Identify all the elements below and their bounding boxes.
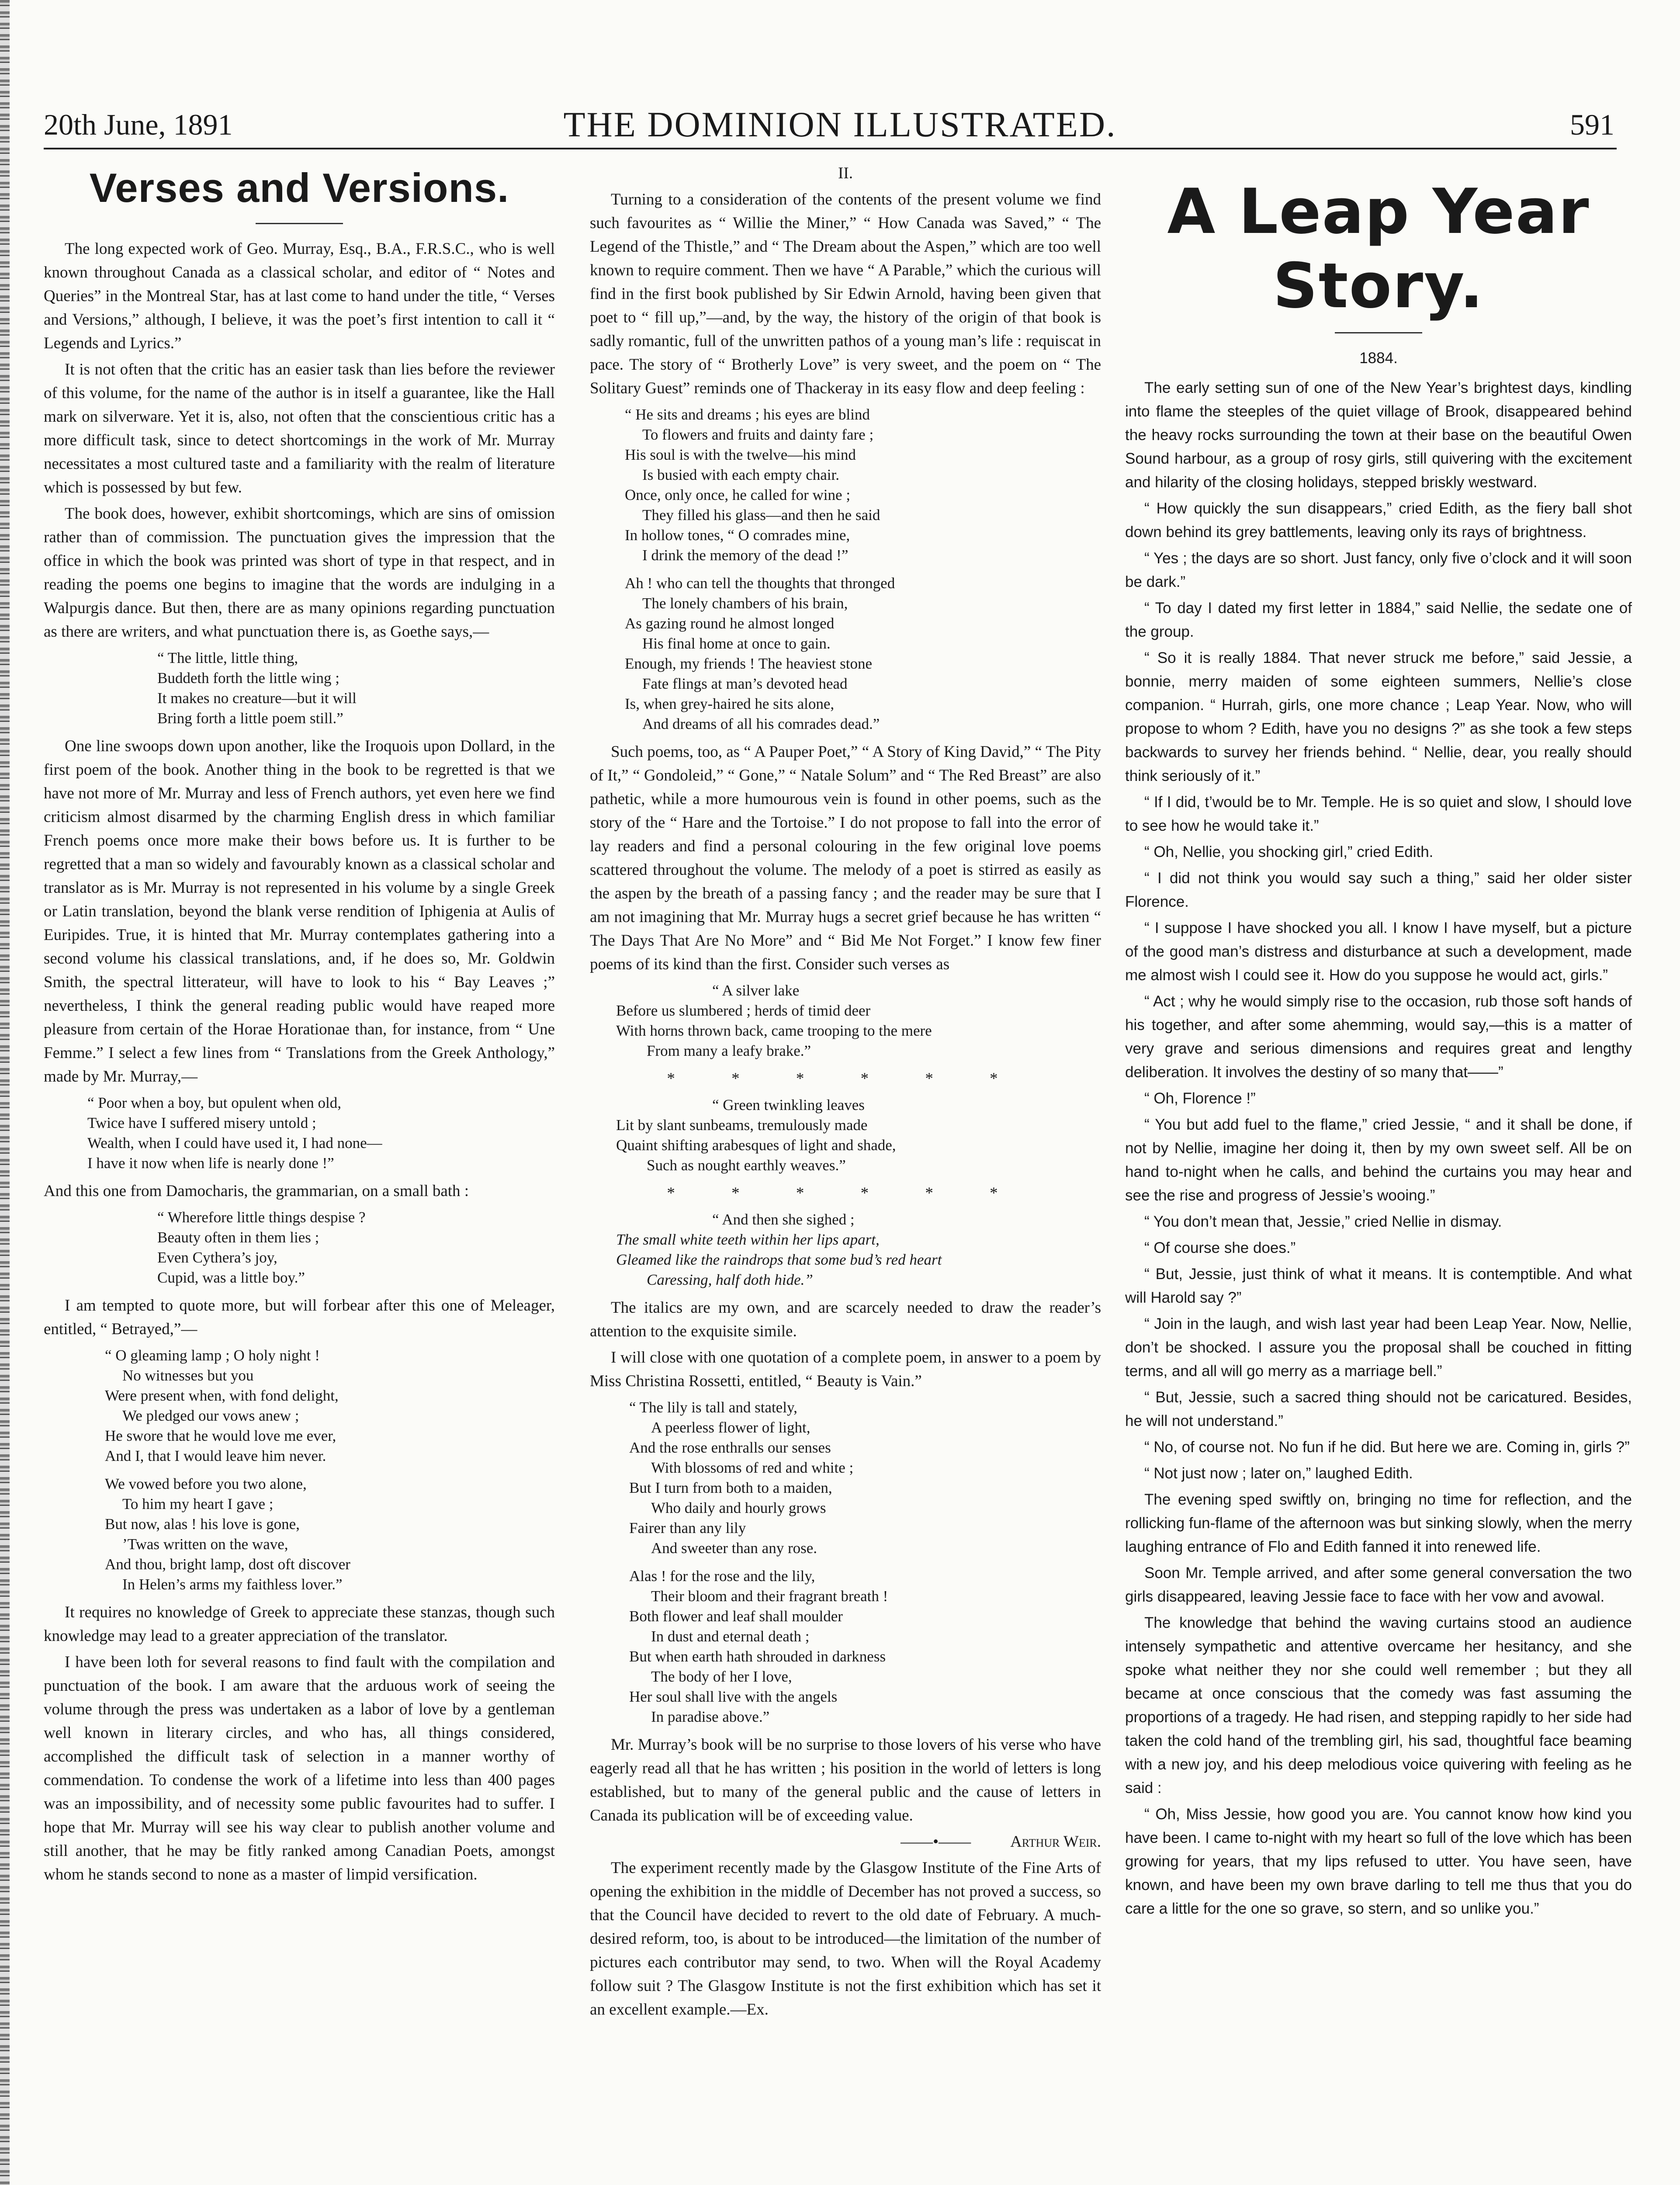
poem-line: Even Cythera’s joy, (157, 1249, 277, 1266)
poem-line: And sweeter than any rose. (651, 1540, 817, 1557)
poem-line: The body of her I love, (651, 1668, 792, 1685)
poem-line: I have it now when life is nearly done !” (87, 1155, 334, 1172)
story-paragraph: “ But, Jessie, just think of what it means. It is contemptible. And what will Harold say ?” (1125, 1266, 1632, 1306)
poem-line: “ Wherefore little things despise ? (157, 1209, 366, 1226)
title-rule (1335, 332, 1422, 333)
story-paragraph: “ Not just now ; later on,” laughed Edith. (1144, 1465, 1413, 1482)
poem-line: As gazing round he almost longed (625, 615, 835, 632)
section-stars: * * * * * * (667, 1070, 1024, 1088)
poem-line: We pledged our vows anew ; (122, 1407, 299, 1424)
poem-line: Wealth, when I could have used it, I had none— (87, 1134, 382, 1151)
column-verses-continued (590, 162, 1101, 2185)
poem-line: And I, that I would leave him never. (105, 1447, 326, 1464)
poem-line: Buddeth forth the little wing ; (157, 669, 340, 687)
poem-line: Enough, my friends ! The heaviest stone (625, 655, 873, 672)
column-verses-and-versions (44, 162, 555, 2185)
poem-line: To him my heart I gave ; (122, 1495, 274, 1512)
poem-line: Before us slumbered ; herds of timid deer (616, 1002, 871, 1019)
poem-quote (590, 1210, 1101, 1290)
poem-line: “ Green twinkling leaves (712, 1096, 865, 1113)
poem-quote (44, 1207, 555, 1288)
section-number: II. (838, 164, 853, 182)
poem-line: ’Twas written on the wave, (122, 1536, 288, 1553)
story-paragraph: “ Oh, Florence !” (1144, 1090, 1256, 1107)
poem-line: “ O gleaming lamp ; O holy night ! (105, 1347, 320, 1364)
poem-line: Their bloom and their fragrant breath ! (651, 1588, 888, 1605)
poem-line: “ The little, little thing, (157, 649, 298, 666)
poem-line: Bring forth a little poem still.” (157, 710, 343, 727)
paragraph: Such poems, too, as “ A Pauper Poet,” “ A Story of King David,” “ The Pity of It,” “ Gondoleid,” “ Gone,” “ Natale Solum” and “ The Red Breast” are also pathetic, while a more humourous vein is found in other poems, such as the story of the “ Hare and the Tortoise.” I do not propose to fall into the error of lay readers and find a personal colouring in the few original love poems scattered throughout the volume. The melody of a poet is stirred as easily as the aspen by the breath of a passing fancy ; and the reader may be sure that I am not imagining that Mr. Murray hugs a secret grief because he has written “ The Days That Are No More” and “ Bid Me Not Forget.” I know few finer poems of its kind than the first. Consider such verses as (590, 743, 1101, 973)
poem-line: No witnesses but you (122, 1367, 254, 1384)
poem-line: “ He sits and dreams ; his eyes are blind (625, 406, 870, 423)
poem-line: Her soul shall live with the angels (629, 1688, 838, 1705)
poem-line: Quaint shifting arabesques of light and shade, (616, 1137, 896, 1154)
poem-line: Twice have I suffered misery untold ; (87, 1114, 316, 1131)
poem-line: His soul is with the twelve—his mind (625, 446, 856, 463)
story-paragraph: “ But, Jessie, such a sacred thing should not be caricatured. Besides, he will not understand.” (1125, 1389, 1632, 1429)
poem-line: “ The lily is tall and stately, (629, 1399, 797, 1416)
article-title: Verses and Versions. (89, 165, 509, 211)
poem-line: We vowed before you two alone, (105, 1475, 307, 1492)
poem-line: And the rose enthralls our senses (629, 1439, 831, 1456)
story-paragraph: “ To day I dated my first letter in 1884,” said Nellie, the sedate one of the group. (1125, 600, 1632, 640)
title-rule (256, 223, 343, 224)
poem-line: And dreams of all his comrades dead.” (642, 715, 880, 732)
poem-line: Were present when, with fond delight, (105, 1387, 339, 1404)
story-body (1125, 376, 1632, 1921)
poem-line: Alas ! for the rose and the lily, (629, 1568, 815, 1585)
story-paragraph: “ Act ; why he would simply rise to the occasion, rub those soft hands of his together, and after some ahemming, would say,—this is a matter of very grave and serious dimensions and requires great and lengthy deliberation. It involves the destiny of so many that——” (1125, 993, 1632, 1081)
poem-line: Gleamed like the raindrops that some bud’s red heart (616, 1251, 942, 1268)
story-paragraph: “ I suppose I have shocked you all. I know I have myself, but a picture of the good man’s distress and disturbance at such a development, made me almost wish I could see it. How do you suppose he would act, girls.” (1125, 919, 1632, 984)
story-paragraph: “ I did not think you would say such a thing,” said her older sister Florence. (1125, 870, 1632, 910)
poem-line: And thou, bright lamp, dost oft discover (105, 1556, 350, 1573)
story-paragraph: The evening sped swiftly on, bringing no time for reflection, and the rollicking fun-flame of the afternoon was but sinking slowly, when the merry laughing entrance of Flo and Edith fanned it into renewed life. (1125, 1491, 1632, 1555)
divider-ornament: ——•—— (901, 1833, 971, 1851)
story-paragraph: “ Of course she does.” (1144, 1239, 1296, 1256)
poem-line: “ Poor when a boy, but opulent when old, (87, 1094, 341, 1111)
paragraph: The italics are my own, and are scarcely needed to draw the reader’s attention to the exquisite simile. (590, 1299, 1101, 1340)
poem-line: Once, only once, he called for wine ; (625, 486, 851, 503)
poem-line: It makes no creature—but it will (157, 690, 357, 707)
poem-line: “ A silver lake (712, 982, 800, 999)
poem-quote (590, 405, 1101, 734)
poem-line: From many a leafy brake.” (647, 1042, 811, 1059)
paragraph: I will close with one quotation of a complete poem, in answer to a poem by Miss Christina Rossetti, entitled, “ Beauty is Vain.” (590, 1349, 1101, 1390)
story-paragraph: Soon Mr. Temple arrived, and after some general conversation the two girls disappeared, leaving Jessie face to face with her vow and avowal. (1125, 1564, 1632, 1605)
poem-line: But I turn from both to a maiden, (629, 1479, 832, 1496)
poem-line: But when earth hath shrouded in darkness (629, 1648, 886, 1665)
poem-quote (44, 648, 555, 728)
poem-line: His final home at once to gain. (642, 635, 831, 652)
poem-quote (590, 1398, 1101, 1727)
poem-line: Ah ! who can tell the thoughts that thronged (625, 575, 895, 592)
poem-line: A peerless flower of light, (651, 1419, 811, 1436)
paragraph: I have been loth for several reasons to find fault with the compilation and punctuation of the book. I am aware that the arduous work of seeing the volume through the press was undertaken as a labor of love by a gentleman well known in literary circles, and who has, all things considered, accomplished the difficult task of selection in a manner worthy of commendation. To condense the work of a lifetime into less than 400 pages was an impossibility, and of necessity some public favourites had to suffer. I hope that Mr. Murray will see his way clear to publish another volume and still another, that he may be fitly ranked among Canadian Poets, amongst whom he stands second to none as a master of limpid versification. (44, 1653, 555, 1883)
poem-line: With blossoms of red and white ; (651, 1459, 854, 1476)
story-paragraph: The knowledge that behind the waving curtains stood an audience intensely sympathetic and attentive overcame her hesitancy, and she spoke what neither they nor she could well remember ; but they all became at once conscious that the comedy was fast assuming the proportions of a tragedy. He had risen, and stepping rapidly to her side had taken the cold hand of the trembling girl, his sad, thoughtful face beaming with a new joy, and his deep melodious voice quivering with feeling as he said : (1125, 1614, 1632, 1797)
issue-date: 20th June, 1891 (44, 108, 233, 141)
poem-line: Both flower and leaf shall moulder (629, 1608, 843, 1625)
poem-line: Such as nought earthly weaves.” (647, 1157, 846, 1174)
poem-line: He swore that he would love me ever, (105, 1427, 336, 1444)
story-paragraph: The early setting sun of one of the New Year’s brightest days, kindling into flame the steeples of the quiet village of Brook, disappeared behind the heavy rocks surrounding the town at their base on the beautiful Owen Sound harbour, as a group of rosy girls, still quivering with the excitement and hilarity of the closing holidays, stepped briskly westward. (1125, 379, 1632, 491)
story-paragraph: “ Oh, Miss Jessie, how good you are. You cannot know how kind you have been. I came to-night with my heart so full of the love which has been growing for years, that my lips refused to utter. You have seen, have known, and have been my own brave darling to tell me thus that you do care a little for the one so grave, so stern, and so unlike you.” (1125, 1806, 1632, 1917)
poem-line: They filled his glass—and then he said (642, 506, 880, 524)
poem-line: Who daily and hourly grows (651, 1499, 826, 1516)
poem-line: Fate flings at man’s devoted head (642, 675, 848, 692)
poem-line: In hollow tones, “ O comrades mine, (625, 527, 850, 544)
poem-line: Fairer than any lily (629, 1519, 746, 1536)
paragraph: It is not often that the critic has an easier task than lies before the reviewer of this volume, for the name of the author is in itself a guarantee, like the Hall mark on silverware. Yet it is, also, not often that the conscientious critic has a more difficult task, since to detect shortcomings in the work of Mr. Murray necessitates a most cultured taste and a familiarity with the realm of literature which is possessed by but few. (44, 361, 555, 496)
paragraph: One line swoops down upon another, like the Iroquois upon Dollard, in the first poem of the book. Another thing in the book to be regretted is that we have not more of Mr. Murray and less of French authors, yet even here we find criticism almost disarmed by the charming English dress in which familiar French poems once more make their bows before us. It is further to be regretted that a man so widely and favourably known as a classical scholar and translator as is Mr. Murray is not represented in his volume by a single Greek or Latin translation, beyond the blank verse rendition of Iphigenia at Aulis of Euripides. True, it is hinted that Mr. Murray contemplates gathering into a second volume his classical translations, and, if he does so, Mr. Goldwin Smith, the spectral litterateur, will have to look to his “ Bay Leaves ;” nevertheless, I think the general reading public would have reaped more pleasure from certain of the Horae Horationae than, for instance, from “ Une Femme.” I select a few lines from “ Translations from the Greek Anthology,” made by Mr. Murray,— (44, 737, 555, 1086)
paragraph: Mr. Murray’s book will be no surprise to those lovers of his verse who have eagerly read all that he has written ; his position in the world of letters is long established, but to many of the general public and the cause of letters in Canada its publication will be of exceeding value. (590, 1736, 1101, 1824)
story-paragraph: “ No, of course not. No fun if he did. But here we are. Coming in, girls ?” (1144, 1439, 1630, 1456)
story-paragraph: “ If I did, t’would be to Mr. Temple. He is so quiet and slow, I should love to see how he would take it.” (1125, 794, 1632, 834)
story-paragraph: “ Yes ; the days are so short. Just fancy, only five o’clock and it will soon be dark.” (1125, 550, 1632, 590)
story-paragraph: “ Oh, Nellie, you shocking girl,” cried Edith. (1144, 843, 1434, 860)
paragraph: I am tempted to quote more, but will forbear after this one of Meleager, entitled, “ Betrayed,”— (44, 1297, 555, 1338)
poem-line: In paradise above.” (651, 1708, 770, 1725)
page-number: 591 (1570, 108, 1614, 141)
poem-line: Beauty often in them lies ; (157, 1229, 319, 1246)
poem-quote (44, 1093, 555, 1173)
poem-line: Caressing, half doth hide.” (647, 1271, 813, 1288)
story-paragraph: “ Join in the laugh, and wish last year had been Leap Year. Now, Nellie, don’t be shocked. I assure you the proposal shall be couched in fitting terms, and all will go merry as a marriage bell.” (1125, 1315, 1632, 1380)
poem-line: With horns thrown back, came trooping to the mere (616, 1022, 932, 1039)
masthead-title: THE DOMINION ILLUSTRATED. (563, 104, 1117, 144)
story-title: A Leap Year Story. (1167, 176, 1590, 322)
poem-line: But now, alas ! his love is gone, (105, 1516, 300, 1533)
poem-line: In dust and eternal death ; (651, 1628, 810, 1645)
paragraph: And this one from Damocharis, the grammarian, on a small bath : (44, 1182, 469, 1200)
poem-line: The small white teeth within her lips apart, (616, 1231, 880, 1248)
poem-quote (590, 1095, 1101, 1176)
author-signature (590, 1830, 1101, 1854)
section-stars: * * * * * * (667, 1184, 1024, 1202)
poem-line: Lit by slant sunbeams, tremulously made (616, 1117, 868, 1134)
poem-quote (44, 1346, 555, 1595)
paragraph: It requires no knowledge of Greek to appreciate these stanzas, though such knowledge may lead to a greater appreciation of the translator. (44, 1603, 555, 1645)
paragraph: The long expected work of Geo. Murray, Esq., B.A., F.R.S.C., who is well known throughout Canada as a classical scholar, and editor of “ Notes and Queries” in the Montreal Star, has at last come to hand under the title, “ Verses and Versions,” although, I believe, it was the poet’s first intention to call it “ Legends and Lyrics.” (44, 240, 555, 352)
poem-line: I drink the memory of the dead !” (642, 547, 849, 564)
poem-line: In Helen’s arms my faithless lover.” (122, 1576, 343, 1593)
story-paragraph: “ You don’t mean that, Jessie,” cried Nellie in dismay. (1144, 1213, 1502, 1230)
poem-quote (590, 981, 1101, 1061)
binding-edge (0, 0, 10, 2185)
paragraph: Turning to a consideration of the contents of the present volume we find such favourites as “ Willie the Miner,” “ How Canada was Saved,” “ The Legend of the Thistle,” and “ The Dream about the Aspen,” which are too well known to require comment. Then we have “ A Parable,” which the curious will find in the first book published by Sir Edwin Arnold, having been given that poet to “ fill up,”—and, by the way, the history of the origin of that book is sadly romantic, full of the unwritten pathos of a young man’s life : requiscat in pace. The story of “ Brotherly Love” is very sweet, and the poem on “ The Solitary Guest” reminds one of Thackeray in its easy flow and deep feeling : (590, 191, 1101, 397)
author-name: Arthur Weir. (1010, 1833, 1101, 1851)
poem-line: The lonely chambers of his brain, (642, 595, 848, 612)
poem-line: “ And then she sighed ; (712, 1211, 855, 1228)
poem-line: Cupid, was a little boy.” (157, 1269, 305, 1286)
poem-line: To flowers and fruits and dainty fare ; (642, 426, 874, 443)
column-leap-year-story (1125, 162, 1632, 2185)
story-paragraph: “ So it is really 1884. That never struck me before,” said Jessie, a bonnie, merry maiden of some eighteen summers, Nellie’s close companion. “ Hurrah, girls, one more chance ; Leap Year. Now, who will propose to whom ? Edith, have you no designs ?” as she took a few steps backwards to survey her friends behind. “ Nellie, dear, you really should think seriously of it.” (1125, 649, 1632, 784)
paragraph: The experiment recently made by the Glasgow Institute of the Fine Arts of opening the exhibition in the middle of December has not proved a success, so that the Council have decided to revert to the old date of February. A much-desired reform, too, is about to be introduced—the limitation of the number of pictures each contributor may send, to two. When will the Royal Academy follow suit ? The Glasgow Institute is not the first exhibition which has set it an excellent example.—Ex. (590, 1859, 1101, 2019)
story-paragraph: “ How quickly the sun disappears,” cried Edith, as the fiery ball shot down behind its grey battlements, leaving only its rays of brightness. (1125, 500, 1632, 541)
paragraph: The book does, however, exhibit shortcomings, which are sins of omission rather than of commission. The punctuation gives the impression that the office in which the book was printed was short of type in that respect, and in reading the poems one begins to imagine that the words are indulging in a Walpurgis dance. But then, there are as many opinions regarding punctuation as there are writers, and what punctuation there is, as Goethe says,— (44, 505, 555, 641)
story-year: 1884. (1359, 350, 1398, 367)
header-rule (44, 148, 1617, 149)
story-paragraph: “ You but add fuel to the flame,” cried Jessie, “ and it shall be done, if not by Nellie, imagine her doing it, then by my own sweet self. All be on hand to-night when he calls, and behind the curtains you may hear and see the rise and progress of Jessie’s wooing.” (1125, 1116, 1632, 1204)
poem-line: Is busied with each empty chair. (642, 466, 839, 483)
poem-line: Is, when grey-haired he sits alone, (625, 695, 835, 712)
